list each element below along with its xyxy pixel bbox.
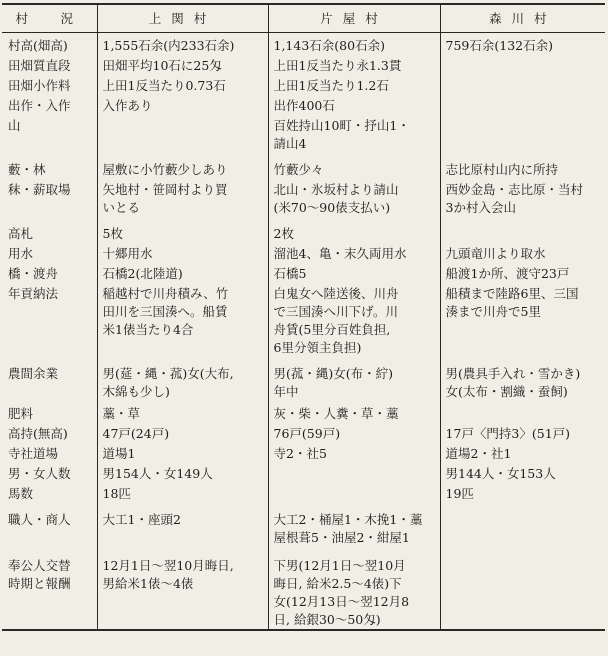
cell-morikawa (440, 55, 605, 75)
cell-kamiseki: 男154人・女149人 (97, 463, 268, 483)
cell-kamiseki: 47戸(24戸) (97, 423, 268, 443)
table-row (2, 503, 605, 547)
cell-morikawa: 九頭竜川より取水 (440, 243, 605, 263)
cell-morikawa: 17戸〈門持3〉(51戸) (440, 423, 605, 443)
row-label: 高持(無高) (8, 426, 68, 441)
cell-kataya: 北山・氷坂村より請山 (米70～90俵支払い) (268, 179, 440, 217)
cell-kamiseki: 稲越村で川舟積み、竹 田川を三国湊へ。船賃 米1俵当たり4合 (97, 283, 268, 357)
cell-morikawa: 西妙金島・志比原・当村 3か村入会山 (440, 179, 605, 217)
cell-kamiseki: 石橋2(北陸道) (97, 263, 268, 283)
cell-kataya: 百姓持山10町・抒山1・ 請山4 (268, 115, 440, 153)
cell-kamiseki: 5枚 (97, 217, 268, 243)
cell-morikawa (440, 503, 605, 547)
cell-morikawa: 船渡1か所、渡守23戸 (440, 263, 605, 283)
cell-morikawa: 船積まで陸路6里、三国 湊まで川舟で5里 (440, 283, 605, 357)
cell-kataya: 2枚 (268, 217, 440, 243)
header-kamiseki-village: 上関村 (97, 4, 268, 33)
header-kataya-village: 片屋村 (268, 4, 440, 33)
table-row (2, 423, 605, 443)
cell-morikawa (440, 547, 605, 630)
row-label: 藪・林 (8, 162, 46, 177)
header-village-condition: 村 況 (2, 4, 97, 33)
table-row (2, 243, 605, 263)
cell-kataya: 1,143石余(80石余) (268, 33, 440, 56)
row-label: 年貢納法 (8, 286, 59, 301)
cell-kataya: 白鬼女へ陸送後、川舟 で三国湊へ川下げ。川 舟賃(5里分百姓負担, 6里分領主負担) (268, 283, 440, 357)
table-row (2, 443, 605, 463)
cell-morikawa: 男144人・女153人 (440, 463, 605, 483)
row-label: 山 (8, 118, 21, 133)
row-label: 村高(畑高) (8, 38, 68, 53)
row-label: 橋・渡舟 (8, 266, 59, 281)
cell-kataya: 男(菰・縄)女(布・紵) 年中 (268, 357, 440, 401)
cell-kataya: 寺2・社5 (268, 443, 440, 463)
cell-morikawa: 759石余(132石余) (440, 33, 605, 56)
table-row (2, 55, 605, 75)
cell-kamiseki: 18匹 (97, 483, 268, 503)
cell-morikawa (440, 115, 605, 153)
cell-kataya: 竹藪少々 (268, 153, 440, 179)
cell-kamiseki: 藁・草 (97, 401, 268, 423)
cell-kataya (268, 463, 440, 483)
cell-kamiseki: 男(莚・縄・菰)女(大布, 木綿も少し) (97, 357, 268, 401)
row-label: 馬数 (8, 486, 34, 501)
table-row (2, 547, 605, 630)
village-condition-table (2, 3, 605, 631)
cell-kamiseki: 上田1反当たり0.73石 (97, 75, 268, 95)
table-row (2, 95, 605, 115)
cell-morikawa: 志比原村山内に所持 (440, 153, 605, 179)
row-label: 出作・入作 (8, 98, 71, 113)
header-row (2, 4, 605, 33)
cell-kamiseki: 大工1・座頭2 (97, 503, 268, 547)
table-row (2, 179, 605, 217)
cell-kataya (268, 483, 440, 503)
table-row (2, 263, 605, 283)
table-body (2, 33, 605, 631)
row-label: 秣・薪取場 (8, 182, 71, 197)
table-row (2, 357, 605, 401)
table-row (2, 33, 605, 56)
row-label: 寺社道場 (8, 446, 59, 461)
cell-kamiseki (97, 115, 268, 153)
cell-kamiseki: 矢地村・笹岡村より買 いとる (97, 179, 268, 217)
cell-kataya: 下男(12月1日～翌10月 晦日, 給米2.5～4俵)下 女(12月13日～翌12月8 日, 給銀30～50匁) (268, 547, 440, 630)
row-label: 田畑小作料 (8, 78, 71, 93)
cell-morikawa (440, 75, 605, 95)
table-row (2, 401, 605, 423)
cell-morikawa: 男(農具手入れ・雪かき) 女(太布・割織・蚕飼) (440, 357, 605, 401)
cell-kataya: 溜池4、亀・末久両用水 (268, 243, 440, 263)
row-label: 男・女人数 (8, 466, 71, 481)
table-row (2, 115, 605, 153)
cell-kataya: 上田1反当たり永1.3貫 (268, 55, 440, 75)
row-label: 奉公人交替 時期と報酬 (2, 547, 97, 630)
cell-kamiseki: 入作あり (97, 95, 268, 115)
cell-morikawa (440, 217, 605, 243)
table-row (2, 463, 605, 483)
cell-kataya: 76戸(59戸) (268, 423, 440, 443)
cell-kamiseki: 屋敷に小竹藪少しあり (97, 153, 268, 179)
cell-morikawa (440, 401, 605, 423)
row-label: 肥料 (8, 406, 34, 421)
cell-kataya: 大工2・桶屋1・木挽1・藁 屋根葺5・油屋2・紺屋1 (268, 503, 440, 547)
header-morikawa-village: 森川村 (440, 4, 605, 33)
row-label: 田畑質直段 (8, 58, 71, 73)
table-row (2, 217, 605, 243)
cell-kamiseki: 道場1 (97, 443, 268, 463)
cell-morikawa (440, 95, 605, 115)
row-label: 農間余業 (8, 366, 59, 381)
cell-kataya: 出作400石 (268, 95, 440, 115)
row-label: 高札 (8, 226, 34, 241)
cell-morikawa: 19匹 (440, 483, 605, 503)
cell-kataya: 上田1反当たり1.2石 (268, 75, 440, 95)
cell-morikawa: 道場2・社1 (440, 443, 605, 463)
table-row (2, 75, 605, 95)
cell-kamiseki: 十郷用水 (97, 243, 268, 263)
cell-kamiseki: 1,555石余(内233石余) (97, 33, 268, 56)
table-row (2, 283, 605, 357)
cell-kataya: 石橋5 (268, 263, 440, 283)
table-row (2, 153, 605, 179)
table-row (2, 483, 605, 503)
cell-kataya: 灰・柴・人糞・草・藁 (268, 401, 440, 423)
cell-kamiseki: 田畑平均10石に25匁 (97, 55, 268, 75)
row-label: 職人・商人 (8, 512, 71, 527)
cell-kamiseki: 12月1日～翌10月晦日, 男給米1俵～4俵 (97, 547, 268, 630)
row-label: 用水 (8, 246, 34, 261)
